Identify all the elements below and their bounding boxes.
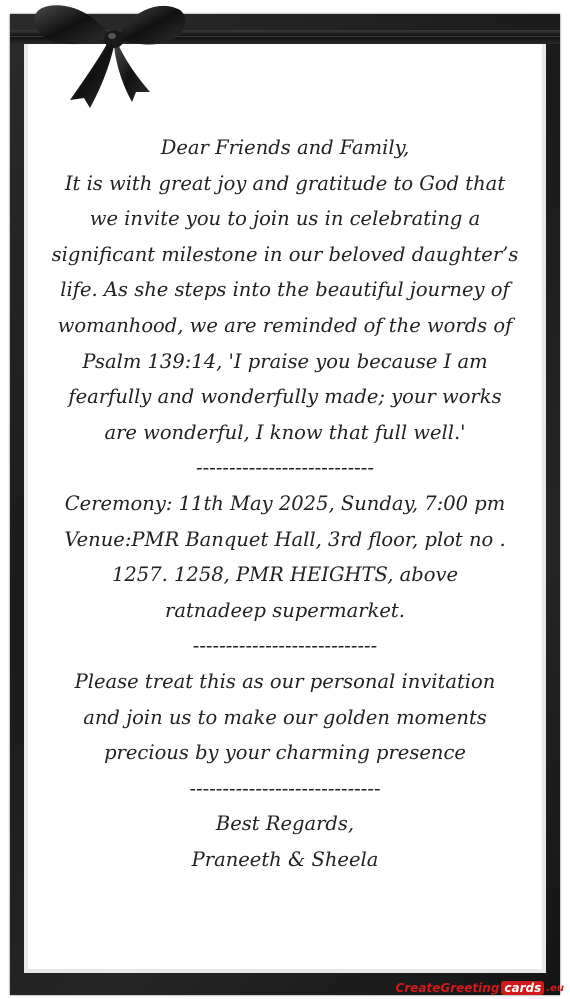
divider: ---------------------------- bbox=[192, 634, 378, 658]
event-line: Venue:PMR Banquet Hall, 3rd floor, plot no . bbox=[64, 527, 506, 551]
intro-line: Psalm 139:14, 'I praise you because I am bbox=[82, 349, 488, 373]
closing-line: precious by your charming presence bbox=[104, 741, 466, 765]
brand-logo[interactable] bbox=[396, 981, 564, 995]
intro-line: It is with great joy and gratitude to God that bbox=[64, 171, 506, 195]
logo-badge: cards bbox=[501, 981, 544, 995]
event-line: ratnadeep supermarket. bbox=[165, 598, 405, 622]
intro-line: fearfully and wonderfully made; your works bbox=[68, 385, 502, 409]
invitation-text bbox=[36, 130, 534, 877]
greeting: Dear Friends and Family, bbox=[160, 136, 410, 159]
divider: --------------------------- bbox=[196, 456, 374, 480]
intro-line: life. As she steps into the beautiful journey of bbox=[60, 278, 510, 302]
closing-line: Please treat this as our personal invitation bbox=[74, 669, 496, 693]
ribbon-bow-icon bbox=[22, 0, 192, 110]
logo-text: CreateGreeting bbox=[395, 981, 500, 995]
event-line: Ceremony: 11th May 2025, Sunday, 7:00 pm bbox=[64, 491, 506, 515]
intro-line: we invite you to join us in celebrating a bbox=[89, 207, 481, 231]
intro-line: significant milestone in our beloved daughter’s bbox=[51, 242, 519, 266]
regards: Best Regards, bbox=[215, 812, 355, 836]
divider: ----------------------------- bbox=[189, 776, 381, 800]
signature: Praneeth & Sheela bbox=[191, 847, 379, 871]
closing-line: and join us to make our golden moments bbox=[83, 705, 487, 729]
logo-suffix: .eu bbox=[546, 982, 564, 994]
intro-line: womanhood, we are reminded of the words of bbox=[57, 313, 513, 337]
event-line: 1257. 1258, PMR HEIGHTS, above bbox=[111, 563, 458, 587]
intro-line: are wonderful, I know that full well.' bbox=[104, 420, 466, 444]
